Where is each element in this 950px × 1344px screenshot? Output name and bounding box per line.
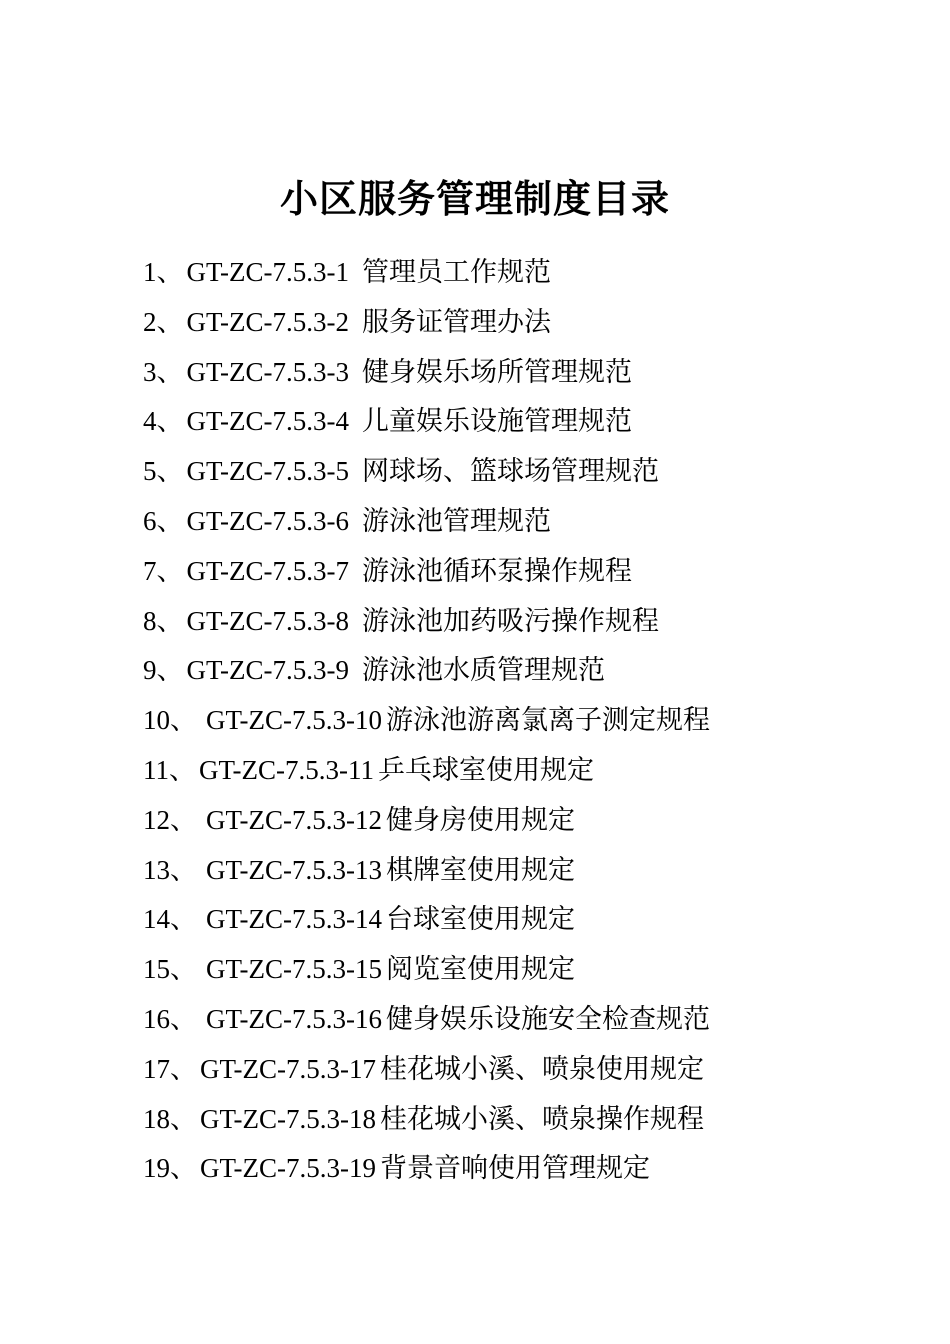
entry-name: 游泳池水质管理规范 [362,655,605,686]
entry-number: 14 [143,904,170,935]
entry-code: GT-ZC-7.5.3-19 [200,1153,376,1184]
entry-number: 8 [143,605,157,636]
entry-separator: 、 [170,705,197,736]
entry-name: 台球室使用规定 [386,904,575,935]
entry-name: 桂花城小溪、喷泉操作规程 [380,1103,704,1134]
entry-separator: 、 [156,505,184,536]
entry-separator: 、 [170,854,197,885]
entry-separator: 、 [156,406,184,437]
toc-entry [143,895,710,945]
entry-separator: 、 [156,605,184,636]
entry-number: 6 [143,505,157,536]
toc-entry [143,696,710,746]
entry-code: GT-ZC-7.5.3-2 [186,306,349,337]
entry-code: GT-ZC-7.5.3-3 [186,356,349,387]
entry-name: 游泳池加药吸污操作规程 [362,605,659,636]
toc-entry [143,298,710,348]
entry-separator: 、 [170,804,197,835]
entry-number: 10 [143,705,170,736]
entry-code: GT-ZC-7.5.3-9 [186,655,349,686]
toc-entry [143,1095,710,1145]
entry-separator: 、 [156,555,184,586]
entry-separator: 、 [170,1153,197,1184]
entry-number: 3 [143,356,157,387]
toc-entry [143,1045,710,1095]
entry-separator: 、 [156,257,184,287]
entry-number: 9 [143,655,157,686]
entry-separator: 、 [170,1103,197,1134]
entry-name: 背景音响使用管理规定 [380,1153,650,1184]
entry-name: 游泳池循环泵操作规程 [362,555,632,586]
entry-name: 乒乓球室使用规定 [378,754,594,785]
entry-code: GT-ZC-7.5.3-17 [200,1053,376,1084]
entry-name: 儿童娱乐设施管理规范 [362,406,632,437]
entry-name: 阅览室使用规定 [386,954,575,985]
entry-code: GT-ZC-7.5.3-16 [206,1003,382,1034]
entry-code: GT-ZC-7.5.3-14 [206,904,382,935]
entry-name: 棋牌室使用规定 [386,854,575,885]
entry-code: GT-ZC-7.5.3-8 [186,605,349,636]
entry-separator: 、 [156,456,184,487]
toc-entry [143,1144,710,1194]
toc-entry [143,547,710,597]
entry-number: 7 [143,555,157,586]
entry-number: 16 [143,1003,170,1034]
entry-number: 13 [143,854,170,885]
toc-entry [143,447,710,497]
entry-name: 管理员工作规范 [362,257,551,287]
entry-separator: 、 [169,754,196,785]
entry-number: 4 [143,406,157,437]
entry-name: 健身娱乐设施安全检查规范 [386,1003,710,1034]
entry-name: 服务证管理办法 [362,306,551,337]
toc-entry [143,796,710,846]
entry-number: 11 [143,754,169,785]
entry-separator: 、 [170,954,197,985]
toc-entry [143,945,710,995]
entry-number: 15 [143,954,170,985]
entry-number: 18 [143,1103,170,1134]
toc-entry [143,646,710,696]
entry-code: GT-ZC-7.5.3-5 [186,456,349,487]
entry-code: GT-ZC-7.5.3-6 [186,505,349,536]
entry-separator: 、 [170,1053,197,1084]
entry-separator: 、 [156,655,184,686]
entry-name: 网球场、篮球场管理规范 [362,456,659,487]
toc-entry [143,497,710,547]
entry-code: GT-ZC-7.5.3-18 [200,1103,376,1134]
entry-code: GT-ZC-7.5.3-13 [206,854,382,885]
toc-list [143,248,710,1194]
toc-entry [143,397,710,447]
toc-entry [143,348,710,398]
entry-number: 19 [143,1153,170,1184]
entry-code: GT-ZC-7.5.3-4 [186,406,349,437]
entry-code: GT-ZC-7.5.3-1 [186,257,349,287]
entry-separator: 、 [170,904,197,935]
entry-number: 12 [143,804,170,835]
entry-separator: 、 [170,1003,197,1034]
entry-number: 2 [143,306,157,337]
entry-name: 游泳池游离氯离子测定规程 [386,705,710,736]
entry-code: GT-ZC-7.5.3-10 [206,705,382,736]
entry-name: 游泳池管理规范 [362,505,551,536]
entry-code: GT-ZC-7.5.3-7 [186,555,349,586]
entry-code: GT-ZC-7.5.3-12 [206,804,382,835]
toc-entry [143,746,710,796]
entry-number: 5 [143,456,157,487]
toc-entry [143,597,710,647]
toc-entry [143,248,710,298]
entry-code: GT-ZC-7.5.3-11 [199,754,374,785]
entry-name: 健身房使用规定 [386,804,575,835]
entry-separator: 、 [156,356,184,387]
entry-name: 健身娱乐场所管理规范 [362,356,632,387]
entry-name: 桂花城小溪、喷泉使用规定 [380,1053,704,1084]
toc-entry [143,846,710,896]
entry-number: 1 [143,257,157,287]
entry-code: GT-ZC-7.5.3-15 [206,954,382,985]
page-title: 小区服务管理制度目录 [279,179,670,221]
toc-entry [143,995,710,1045]
entry-number: 17 [143,1053,170,1084]
entry-separator: 、 [156,306,184,337]
